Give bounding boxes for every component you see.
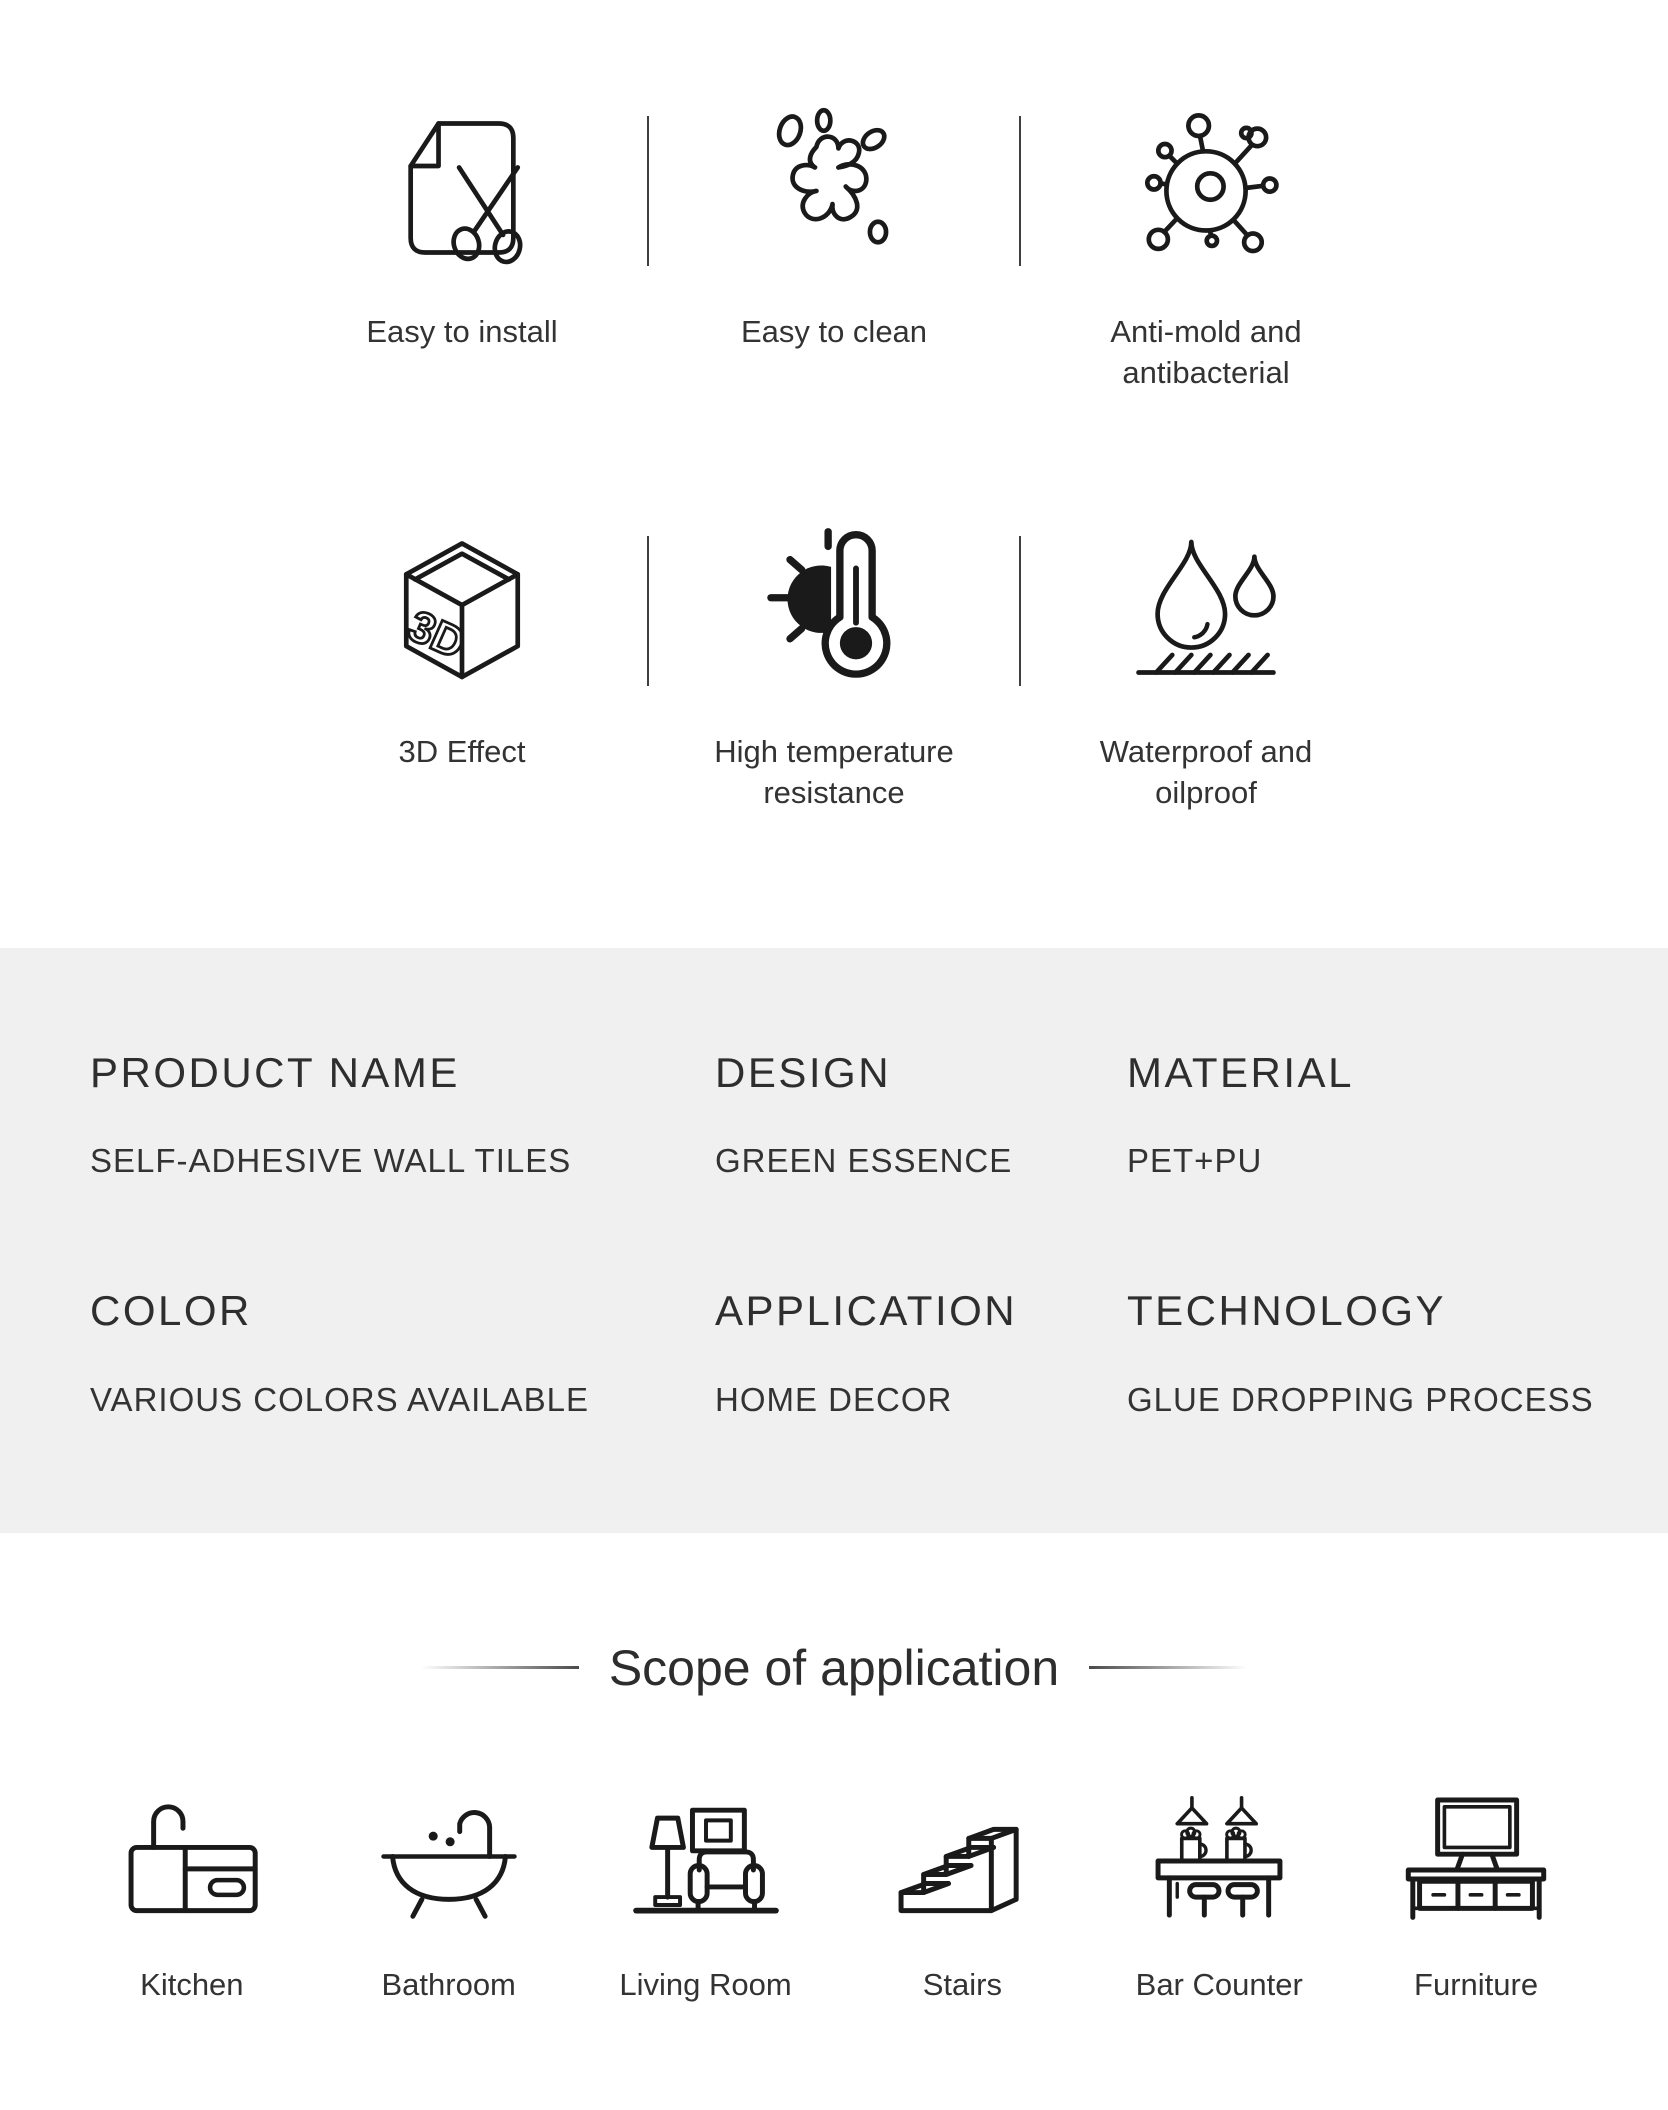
feature-easy-install [277,92,647,394]
spec-heading: MATERIAL [1127,1049,1354,1096]
scope-label: Living Room [619,1966,792,2002]
title-rule-left [421,1666,579,1669]
spec-technology [1127,1286,1668,1418]
scope-title-row [0,1639,1668,1697]
furniture-icon [1397,1791,1555,1926]
scope-items-row [0,1783,1668,2003]
feature-waterproof [1021,512,1391,814]
feature-easy-clean [649,92,1019,394]
scope-label: Stairs [922,1966,1002,2002]
scope-title: Scope of application [608,1639,1060,1696]
bar-counter-icon [1140,1791,1298,1926]
cube-3d-glyph: 3D [401,601,473,669]
kitchen-icon [113,1791,271,1926]
bathroom-icon-box [370,1783,528,1935]
spec-value: SELF-ADHESIVE WALL TILES [90,1142,572,1180]
stairs-icon [883,1791,1041,1926]
spec-material [1127,1048,1668,1180]
anti-mold-icon-box [1118,92,1294,284]
feature-3d-effect [277,512,647,814]
bathroom-icon [370,1791,528,1926]
spec-color [90,1286,715,1418]
spec-value: PET+PU [1127,1142,1263,1180]
spec-product-name [90,1048,715,1180]
feature-label: Waterproof and oilproof [1099,734,1313,810]
scope-label: Bathroom [381,1966,516,2002]
feature-high-temperature [649,512,1019,814]
furniture-icon-box [1397,1783,1555,1935]
scope-of-application-section [0,1533,1668,2093]
feature-row-1 [0,92,1668,394]
feature-label: 3D Effect [398,734,526,769]
spec-value: GREEN ESSENCE [715,1142,1013,1180]
spec-heading: TECHNOLOGY [1127,1287,1447,1335]
spec-heading: COLOR [90,1287,252,1335]
scope-label: Furniture [1414,1966,1539,2002]
spec-heading: APPLICATION [715,1287,1018,1335]
spec-value: VARIOUS COLORS AVAILABLE [90,1380,590,1418]
easy-clean-icon-box [746,92,922,284]
anti-mold-icon [1118,100,1294,276]
effect-3d-icon-box [374,512,550,704]
feature-row-2 [0,512,1668,814]
scope-bathroom [329,1783,569,2003]
spec-design [715,1048,1127,1180]
feature-label: Easy to install [366,314,558,349]
high-temperature-icon-box [746,512,922,704]
spec-value: GLUE DROPPING PROCESS [1127,1380,1594,1418]
scope-living-room [586,1783,826,2003]
scope-furniture [1356,1783,1596,2003]
spec-application [715,1286,1127,1418]
waterproof-icon [1118,520,1294,696]
high-temperature-icon [746,520,922,696]
feature-label: Anti-mold and antibacterial [1110,314,1302,390]
feature-anti-mold [1021,92,1391,394]
feature-label: Easy to clean [740,314,928,349]
scope-kitchen [72,1783,312,2003]
spec-heading: PRODUCT NAME [90,1049,460,1096]
waterproof-icon-box [1118,512,1294,704]
product-specs-panel [0,948,1668,1533]
living-room-icon-box [627,1783,785,1935]
easy-clean-icon [746,100,922,276]
living-room-icon [627,1791,785,1926]
easy-install-icon [374,100,550,276]
scope-label: Kitchen [140,1966,244,2002]
feature-highlights-section [0,0,1668,948]
effect-3d-icon [374,520,550,696]
bar-counter-icon-box [1140,1783,1298,1935]
easy-install-icon-box [374,92,550,284]
feature-label: High temperature resistance [714,734,954,810]
stairs-icon-box [883,1783,1041,1935]
scope-stairs [842,1783,1082,2003]
scope-bar-counter [1099,1783,1339,2003]
spec-heading: DESIGN [715,1049,892,1096]
kitchen-icon-box [113,1783,271,1935]
title-rule-right [1089,1666,1247,1669]
scope-label: Bar Counter [1135,1966,1303,2002]
spec-value: HOME DECOR [715,1380,953,1418]
